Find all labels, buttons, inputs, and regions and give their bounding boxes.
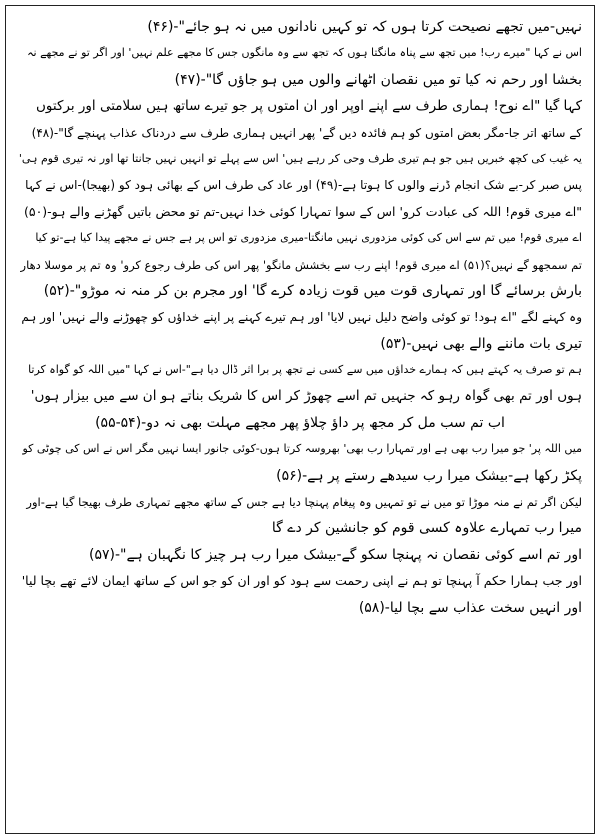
urdu-text-body	[18, 14, 582, 621]
text-line: اے میری قوم! میں تم سے اس کی کوئی مزدوری نہیں مانگتا-میری مزدوری تو اس پر ہے جس نے مجھے پیدا کیا ہے-تو کیا	[35, 231, 582, 245]
text-line: اس نے کہا "میرے رب! میں تجھ سے پناہ مانگتا ہوں کہ تجھ سے وہ مانگوں جس کا مجھے علم نہیں' اور اگر تو نے مجھے نہ	[27, 46, 582, 60]
text-line: "اے میری قوم! اللہ کی عبادت کرو' اس کے سوا تمہارا کوئی خدا نہیں-تم تو محض باتیں گھڑنے والے ہو-(۵۰)	[23, 203, 582, 219]
text-line: یہ غیب کی کچھ خبریں ہیں جو ہم تیری طرف وحی کر رہے ہیں' اس سے پہلے تو انہیں نہیں جانتا تھا اور نہ تیری قوم ہی'	[18, 151, 582, 165]
page-frame	[5, 5, 595, 834]
text-line: اور تم اسے کوئی نقصان نہ پہنچا سکو گے-بیشک میرا رب ہر چیز کا نگہبان ہے"-(۵۷)	[88, 546, 582, 563]
text-line: اب تم سب مل کر مجھ پر داؤ چلاؤ پھر مجھے مہلت بھی نہ دو-(۵۴-۵۵)	[95, 414, 505, 431]
text-line: میرا رب تمہارے علاوہ کسی قوم کو جانشین کر دے گا	[271, 520, 582, 537]
text-line: لیکن اگر تم نے منہ موڑا تو میں نے تو تمہیں وہ پیغام پہنچا دیا ہے جس کے ساتھ مجھے تمہاری طرف بھیجا گیا ہے-اور	[26, 495, 582, 510]
text-line: نہیں-میں تجھے نصیحت کرتا ہوں کہ تو کہیں نادانوں میں نہ ہو جائے"-(۴۶)	[147, 19, 582, 35]
text-line: پکڑ رکھا ہے-بیشک میرا رب سیدھے رستے پر ہے-(۵۶)	[276, 467, 582, 484]
text-line: اور انہیں سخت عذاب سے بچا لیا-(۵۸)	[358, 599, 582, 616]
text-line: کے ساتھ اتر جا-مگر بعض امتوں کو ہم فائدہ دیں گے' پھر انہیں ہماری طرف سے دردناک عذاب پہنچے گا"-(۴۸)	[31, 125, 582, 140]
text-line: اور جب ہمارا حکم آ پہنچا تو ہم نے اپنی رحمت سے ہود کو اور ان کو جو اس کے ساتھ ایمان لائے تھے بچا لیا'	[21, 573, 582, 589]
text-line: کہا گیا "اے نوح! ہماری طرف سے اپنے اوپر اور ان امتوں پر جو تیرے ساتھ ہیں سلامتی اور برکتوں	[35, 98, 582, 115]
text-line: بارش برسائے گا اور تمہاری قوت میں قوت زیادہ کرے گا' اور مجرم بن کر منہ نہ موڑو"-(۵۲)	[43, 282, 582, 299]
text-line: ہوں اور تم بھی گواہ رہو کہ جنہیں تم اسے چھوڑ کر اس کا شریک بناتے ہو ان سے میں بیزار ہوں'	[30, 388, 582, 405]
text-line: میں اللہ پر' جو میرا رب بھی ہے اور تمہارا رب بھی' بھروسہ کرتا ہوں-کوئی جانور ایسا نہیں مگر اس نے اس کی چوٹی کو	[22, 442, 582, 456]
text-line: وہ کہنے لگے "اے ہود! تو کوئی واضح دلیل نہیں لایا' اور ہم تیرے کہنے پر اپنے خداؤں کو چھوڑنے والے نہیں' اور ہم	[21, 310, 582, 325]
text-line: ہم تو صرف یہ کہتے ہیں کہ ہمارے خداؤں میں سے کسی نے تجھ پر برا اثر ڈال دیا ہے"-اس نے کہا "میں اللہ کو گواہ کرتا	[28, 363, 582, 377]
text-line: تیری بات ماننے والے بھی نہیں-(۵۳)	[380, 335, 582, 352]
text-line: پس صبر کر-بے شک انجام ڈرنے والوں کا ہوتا ہے-(۴۹) اور عاد کی طرف اس کے بھائی ہود کو (بھیجا)-اس نے کہا	[25, 178, 582, 193]
text-line: بخشا اور رحم نہ کیا تو میں نقصان اٹھانے والوں میں ہو جاؤں گا"-(۴۷)	[174, 71, 582, 88]
text-line: تم سمجھو گے نہیں؟(۵۱) اے میری قوم! اپنے رب سے بخشش مانگو' پھر اس کی طرف رجوع کرو' وہ تم پر موسلا دھار	[20, 257, 582, 272]
